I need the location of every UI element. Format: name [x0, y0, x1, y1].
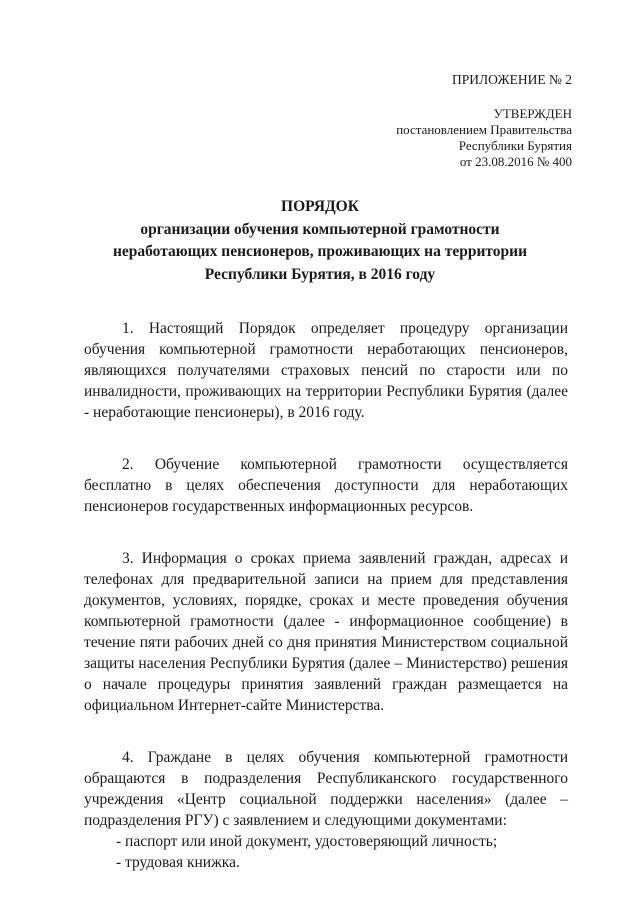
date-number-line: от 23.08.2016 № 400: [459, 154, 572, 169]
title-line-2: неработающих пенсионеров, проживающих на территории: [112, 243, 528, 260]
paragraph-1: 1. Настоящий Порядок определяет процедуру организации обучения компьютерной грамотности неработающих пенсионеров, являющихся получателями страховых пенсий по старости или по инвалидности, проживающих на территории Республики Бурятия (далее - неработающие пенсионеры), в 2016 году.: [84, 320, 568, 421]
title-line-1: организации обучения компьютерной грамотности: [140, 220, 500, 238]
document-title: [60, 196, 580, 286]
document-body: [84, 318, 568, 873]
approval-block: [312, 106, 572, 170]
appendix-label: ПРИЛОЖЕНИЕ № 2: [451, 72, 572, 87]
approved-label: УТВЕРЖДЕН: [493, 106, 572, 121]
paragraph-3: 3. Информация о сроках приема заявлений граждан, адресах и телефонах для предварительной записи на прием для представления документов, условиях, порядке, сроках и месте проведения обучения компьютерной грамотности (далее - информационное сообщение) в течение пяти рабочих дней со дня принятия Министерством социальной защиты населения Республики Бурятия (далее – Министерство) решения о начале процедуры принятия заявлений граждан размещается на официальном Интернет-сайте Министерства.: [84, 550, 568, 714]
decree-line: постановлением Правительства: [396, 122, 572, 137]
paragraph-4: 4. Граждане в целях обучения компьютерной грамотности обращаются в подразделения Республиканского государственного учреждения «Центр социальной поддержки населения» (далее – подразделения РГУ) с заявлением и следующими документами:: [84, 749, 568, 829]
paragraph-2: 2. Обучение компьютерной грамотности осуществляется бесплатно в целях обеспечения доступности для неработающих пенсионеров государственных информационных ресурсов.: [84, 456, 568, 515]
list-item-passport: - паспорт или иной документ, удостоверяющий личность;: [116, 833, 498, 850]
list-item-workbook: - трудовая книжка.: [116, 854, 240, 871]
title-main: ПОРЯДОК: [281, 198, 359, 215]
title-line-3: Республики Бурятия, в 2016 году: [204, 265, 436, 283]
republic-line: Республики Бурятия: [458, 138, 572, 153]
